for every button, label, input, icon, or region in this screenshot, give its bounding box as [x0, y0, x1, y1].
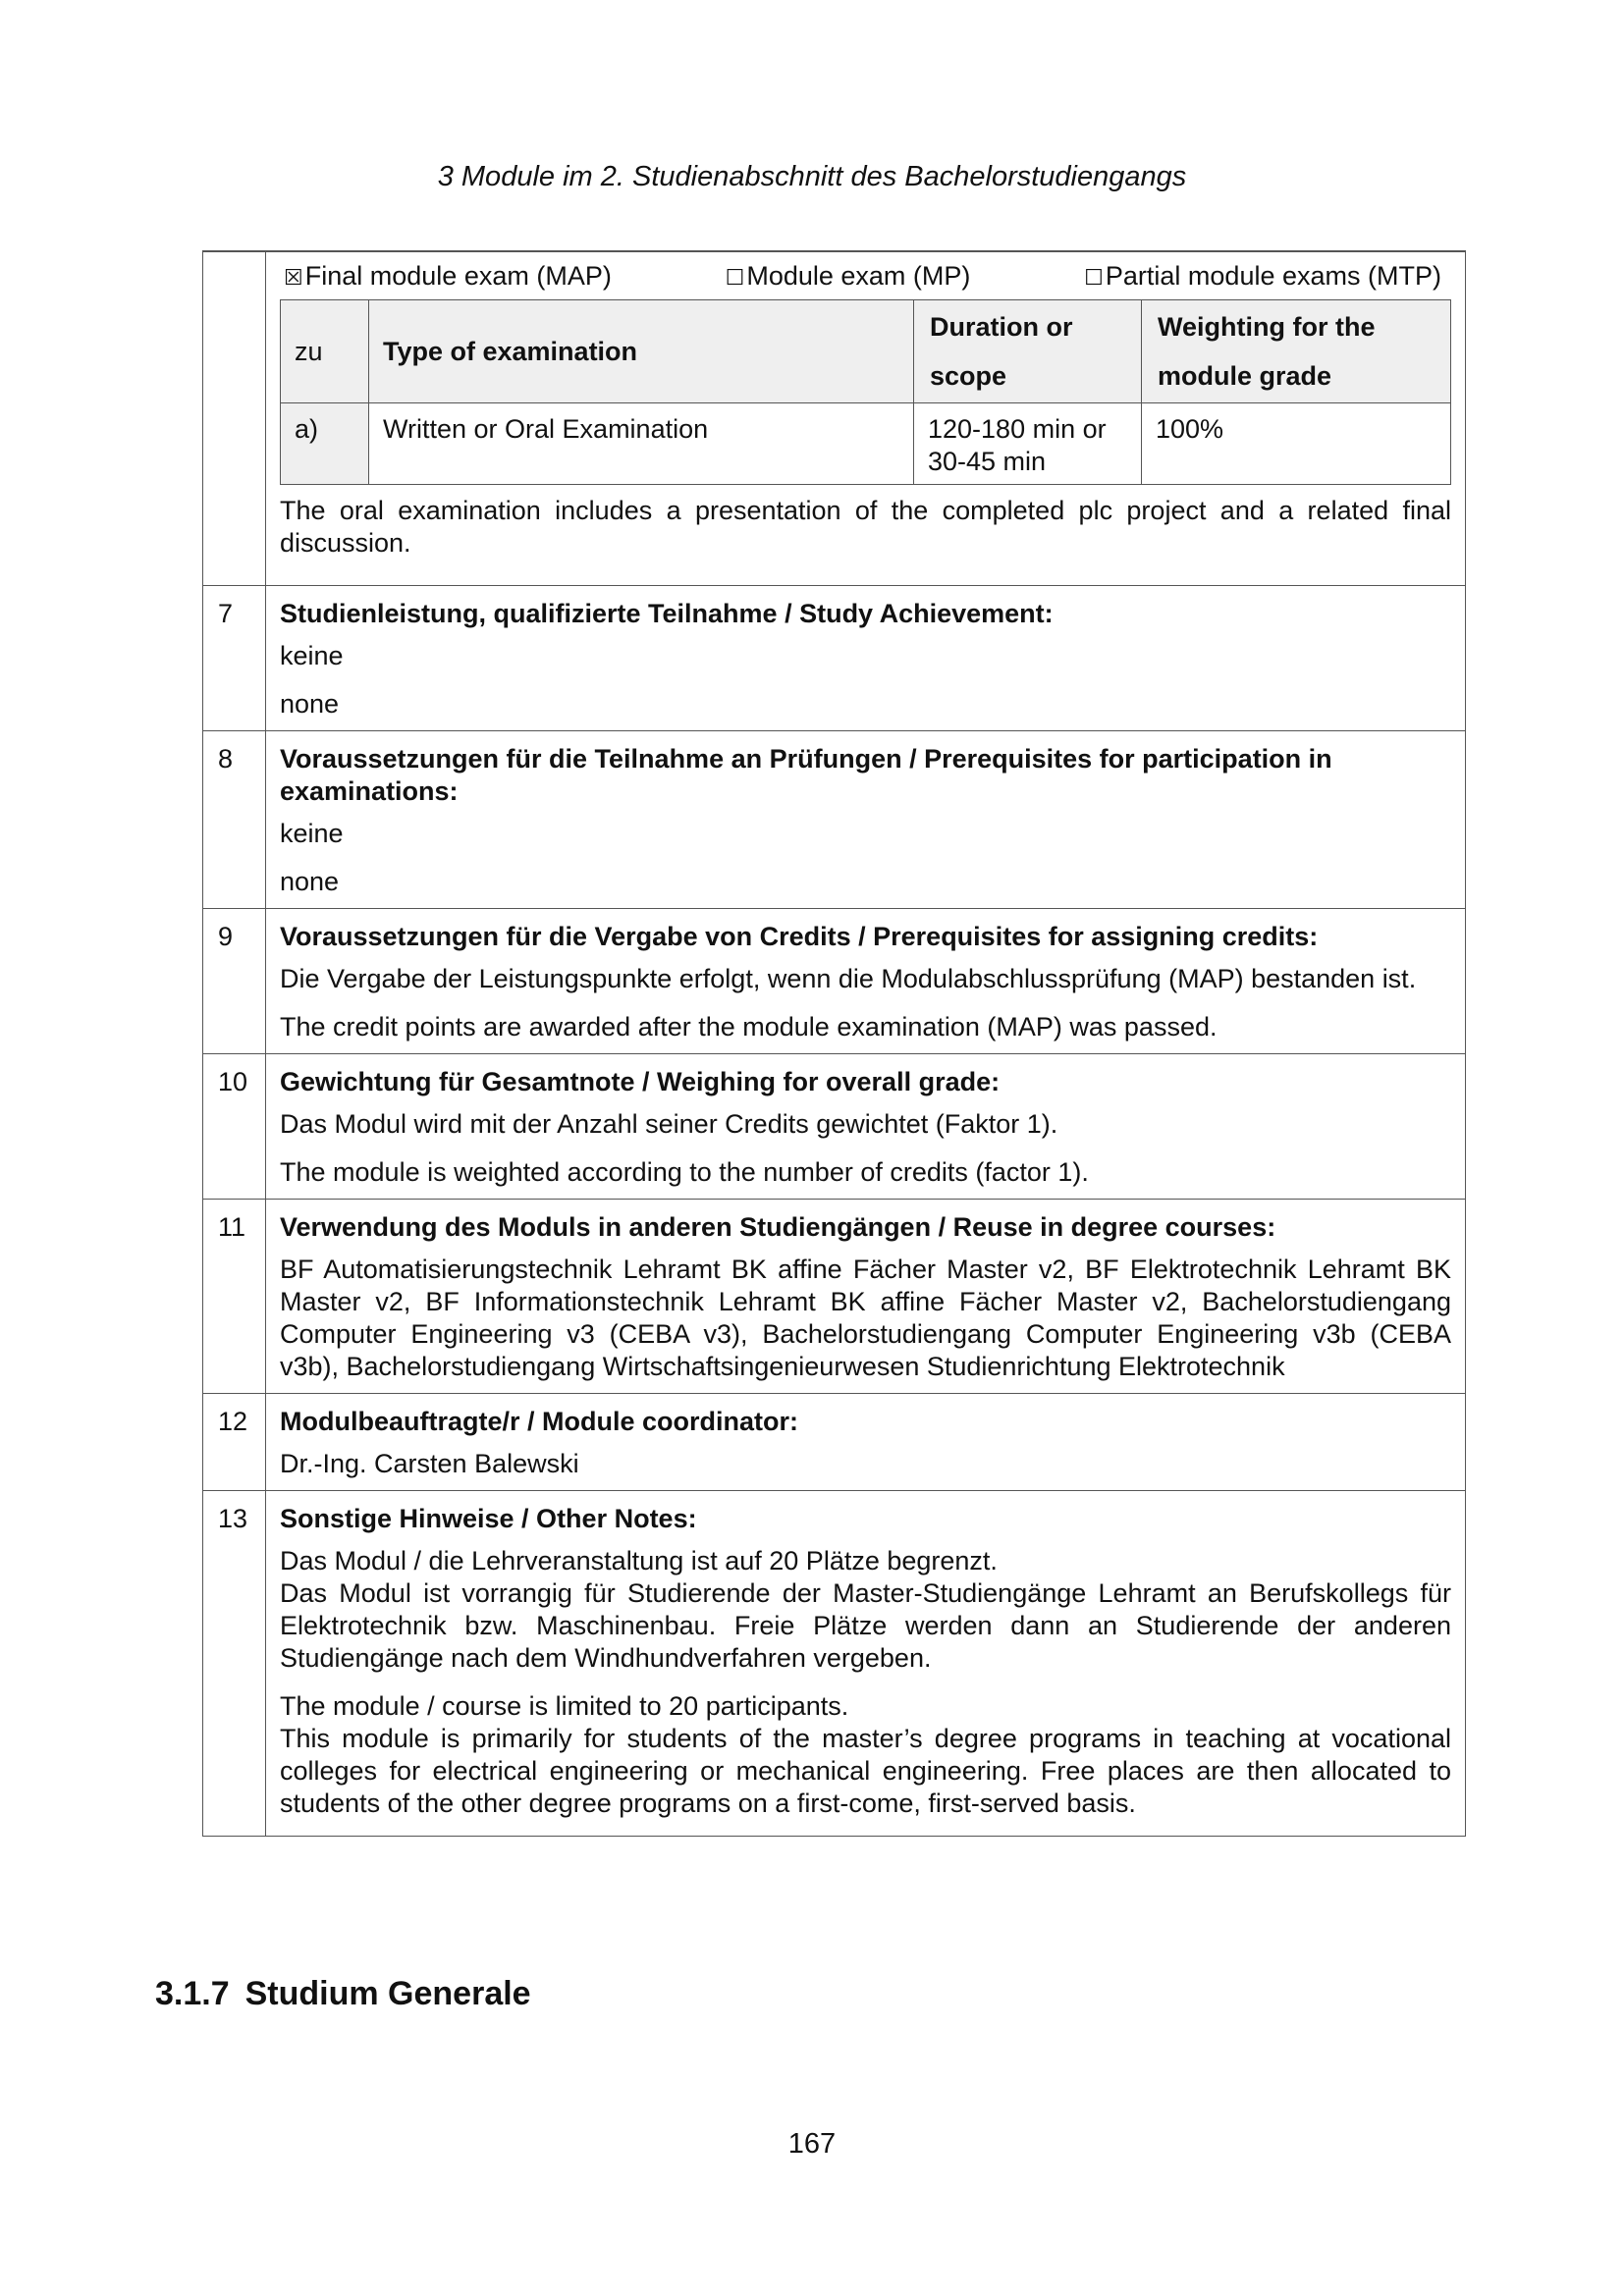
page-number: 167: [787, 2128, 837, 2160]
row-paragraph: The module is weighted according to the number of credits (factor 1).: [280, 1157, 1089, 1187]
table-row: [203, 1491, 1466, 1837]
table-row: [203, 909, 1466, 1054]
section-heading: [155, 1975, 531, 2013]
exam-type-mp: ☐Module exam (MP): [725, 261, 971, 291]
row-title: Sonstige Hinweise / Other Notes:: [280, 1504, 697, 1533]
table-row: [203, 586, 1466, 731]
cell-weighting: 100%: [1142, 403, 1451, 485]
exam-type-mtp: ☐Partial module exams (MTP): [1084, 261, 1441, 291]
row-content: [266, 1394, 1466, 1491]
row-paragraph: BF Automatisierungstechnik Lehramt BK affine Fächer Master v2, BF Elektrotechnik Lehramt BK Master v2, BF Informationstechnik Lehramt BK affine Fächer Master v2, Bachelorstudiengang Computer Engineering v3 (CEBA v3), Bachelorstudiengang Computer Engineering v3b (CEBA v3b), Bachelorstudiengang Wirtschaftsingenieurwesen Studienrichtung Elektrotechnik: [280, 1255, 1451, 1381]
row-title: Gewichtung für Gesamtnote / Weighing for overall grade:: [280, 1067, 1001, 1096]
header-duration: Duration or scope: [914, 300, 1142, 403]
row-title: Modulbeauftragte/r / Module coordinator:: [280, 1407, 798, 1436]
row-paragraph: This module is primarily for students of the master’s degree programs in teaching at vocational colleges for electrical engineering or mechanical engineering. Free places are then allocated to students of the other degree programs on a first-come, first-served basis.: [280, 1724, 1451, 1818]
unchecked-box-icon: ☐: [1084, 265, 1104, 290]
exam-type-options: [280, 258, 1451, 299]
checked-box-icon: ☒: [284, 265, 303, 290]
row-number: 8: [203, 731, 266, 909]
row-number: 13: [203, 1491, 266, 1837]
exam-table: [280, 299, 1451, 485]
table-row: [203, 1054, 1466, 1200]
row-paragraph: Das Modul wird mit der Anzahl seiner Credits gewichtet (Faktor 1).: [280, 1109, 1058, 1139]
exam-note: The oral examination includes a presentation of the completed plc project and a related final discussion.: [280, 496, 1451, 558]
row-content: [266, 586, 1466, 731]
row-title: Studienleistung, qualifizierte Teilnahme / Study Achievement:: [280, 599, 1054, 628]
row-content: [266, 909, 1466, 1054]
row-number-empty: [203, 251, 266, 586]
module-description-table: [202, 250, 1466, 1837]
row-number: 7: [203, 586, 266, 731]
cell-type: Written or Oral Examination: [369, 403, 914, 485]
row-number: 10: [203, 1054, 266, 1200]
header-zu: zu: [281, 300, 369, 403]
table-row: [203, 731, 1466, 909]
row-paragraph: keine: [280, 819, 344, 848]
running-header: 3 Module im 2. Studienabschnitt des Bachelorstudiengangs: [437, 161, 1187, 192]
row-paragraph: Dr.-Ing. Carsten Balewski: [280, 1449, 579, 1478]
row-content: [266, 1200, 1466, 1394]
row-number: 11: [203, 1200, 266, 1394]
unchecked-box-icon: ☐: [725, 265, 745, 290]
row-paragraph: keine: [280, 641, 344, 670]
table-row: [203, 1200, 1466, 1394]
header-weighting: Weighting for the module grade: [1142, 300, 1451, 403]
cell-zu: a): [281, 403, 369, 485]
row-content: [266, 1491, 1466, 1837]
exam-table-row: [281, 403, 1451, 485]
row-paragraph: none: [280, 867, 340, 896]
row-title: Voraussetzungen für die Teilnahme an Prüfungen / Prerequisites for participation in examinations:: [280, 744, 1332, 806]
row-paragraph: Das Modul / die Lehrveranstaltung ist auf 20 Plätze begrenzt.: [280, 1546, 998, 1575]
row-title: Voraussetzungen für die Vergabe von Credits / Prerequisites for assigning credits:: [280, 922, 1319, 951]
table-row: [203, 1394, 1466, 1491]
row-number: 12: [203, 1394, 266, 1491]
section-title: Studium Generale: [244, 1975, 531, 2012]
row-title: Verwendung des Moduls in anderen Studiengängen / Reuse in degree courses:: [280, 1212, 1276, 1242]
section-number: 3.1.7: [155, 1975, 230, 2012]
row-paragraph: The module / course is limited to 20 participants.: [280, 1691, 849, 1721]
row-paragraph: Die Vergabe der Leistungspunkte erfolgt, wenn die Modulabschlussprüfung (MAP) bestanden ist.: [280, 964, 1417, 993]
exam-row: [203, 251, 1466, 586]
row-content: [266, 1054, 1466, 1200]
row-paragraph: The credit points are awarded after the module examination (MAP) was passed.: [280, 1012, 1218, 1041]
exam-table-header: [281, 300, 1451, 403]
row-paragraph: Das Modul ist vorrangig für Studierende der Master-Studiengänge Lehramt an Berufskollegs für Elektrotechnik bzw. Maschinenbau. Freie Plätze werden dann an Studierende der anderen Studiengänge nach dem Windhundverfahren vergeben.: [280, 1578, 1451, 1673]
row-number: 9: [203, 909, 266, 1054]
header-type: Type of examination: [369, 300, 914, 403]
exam-cell: [266, 251, 1466, 586]
cell-duration: 120-180 min or 30-45 min: [914, 403, 1142, 485]
row-paragraph: none: [280, 689, 340, 719]
row-content: [266, 731, 1466, 909]
exam-type-map: ☒Final module exam (MAP): [284, 261, 612, 291]
